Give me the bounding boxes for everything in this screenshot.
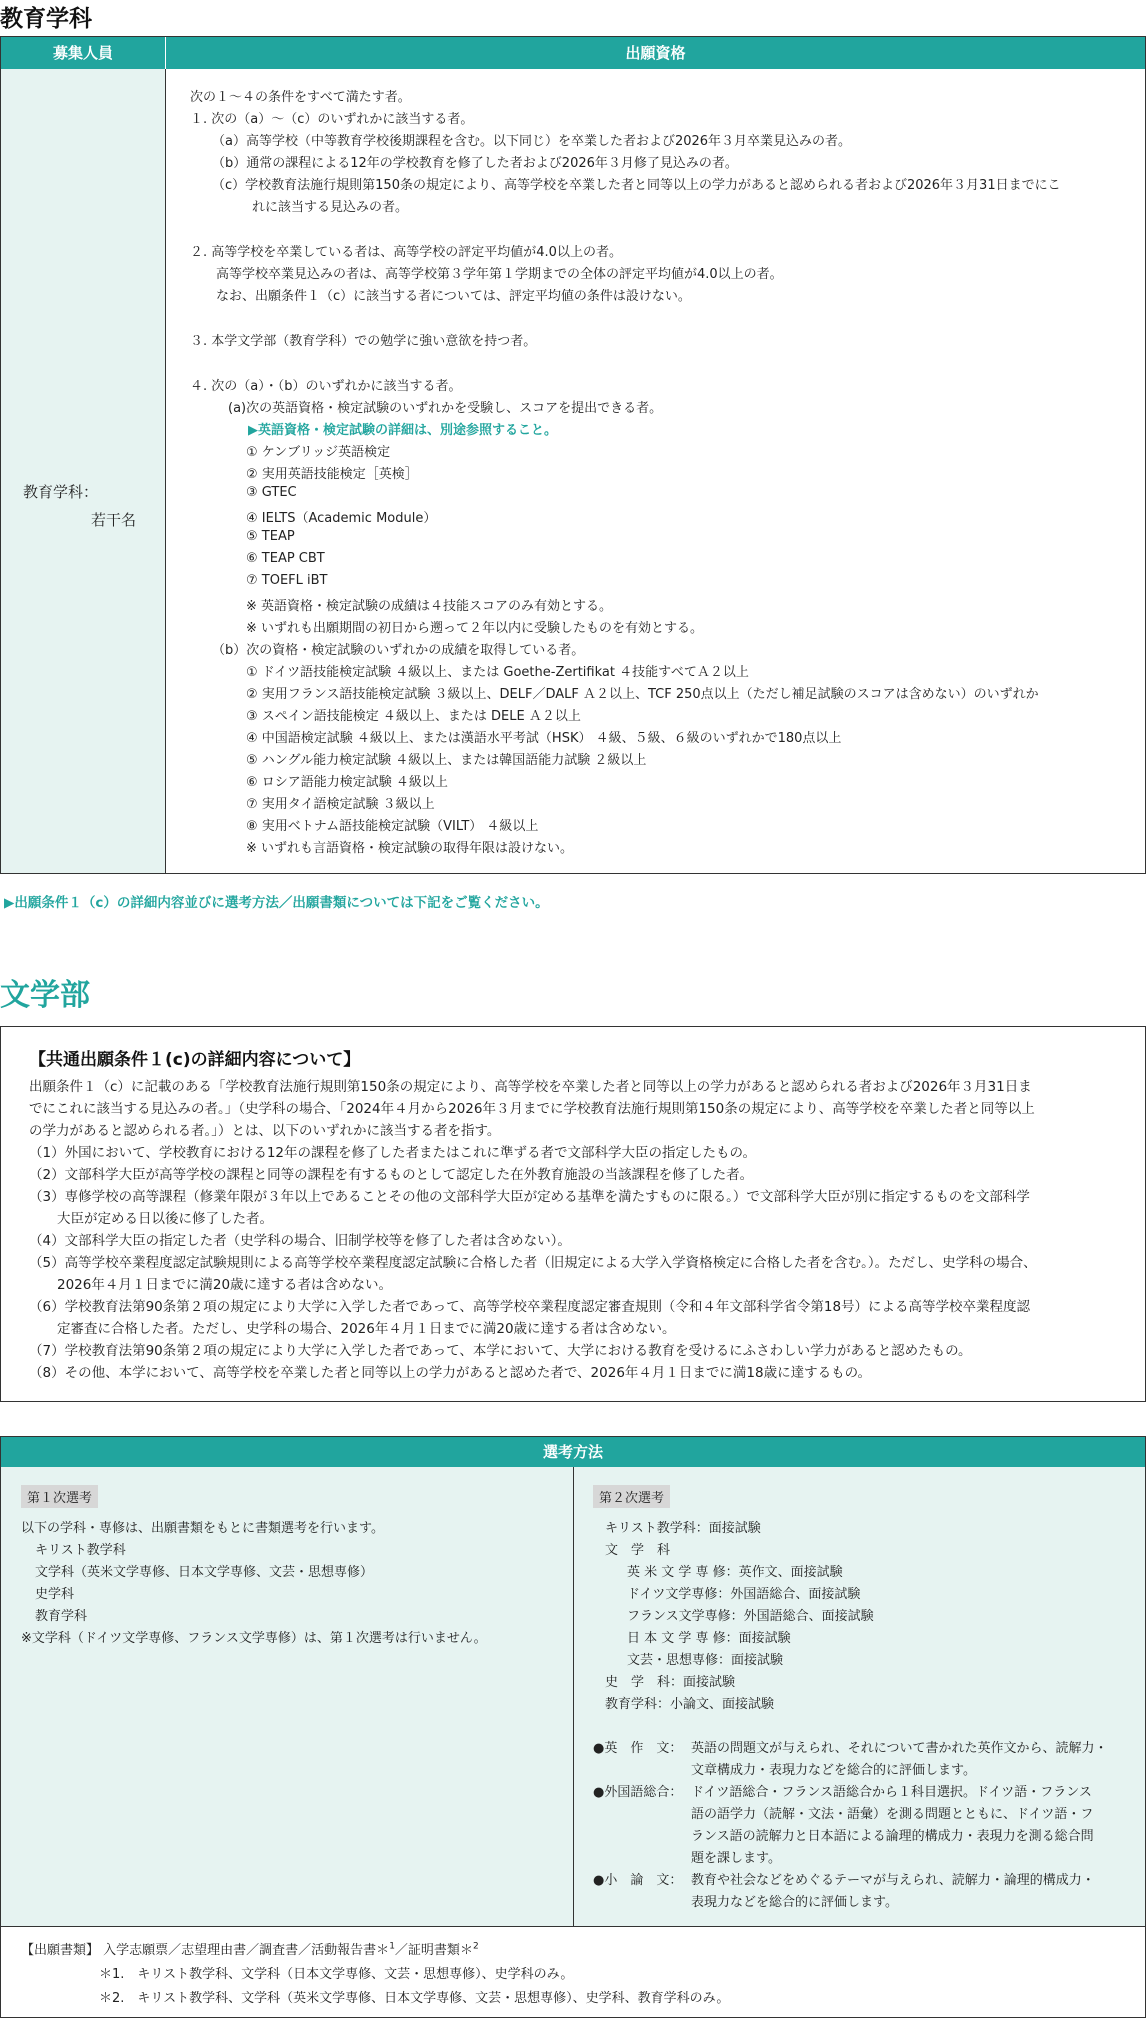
exam-item-label: ●小 論 文： (593, 1873, 683, 1888)
application-documents-row (0, 1927, 1146, 2018)
language-test-item: ⑥ ロシア語能力検定試験 ４級以上 (246, 775, 448, 790)
condition-detail-line: （3）専修学校の高等課程（修業年限が３年以上であることその他の文部科学大臣が定める基準を満たすものに限る。）で文部科学大臣が別に指定するものを文部科学 (29, 1189, 1030, 1205)
eligibility-line: なお、出願条件１（c）に該当する者については、評定平均値の条件は設けない。 (216, 289, 691, 304)
first-selection-line: 教育学科 (35, 1609, 88, 1624)
eligibility-line: （b）通常の課程による12年の学校教育を修了した者および2026年３月修了見込みの者。 (212, 156, 738, 171)
english-test-item: ② 実用英語技能検定［英検］ (246, 467, 418, 482)
exam-item-desc: 教育や社会などをめぐるテーマが与えられ、読解力・論理的構成力・ (691, 1873, 1095, 1888)
documents-line (21, 1939, 479, 1958)
selection-method-table (0, 1436, 1146, 1927)
eligibility-table (0, 36, 1146, 874)
condition-detail-line: 大臣が定める日以後に修了した者。 (57, 1211, 273, 1227)
eligibility-line: ２. 高等学校を卒業している者は、高等学校の評定平均値が4.0以上の者。 (190, 245, 622, 260)
language-test-item: ⑤ ハングル能力検定試験 ４級以上、または韓国語能力試験 ２級以上 (246, 753, 647, 768)
eligibility-line: （c）学校教育法施行規則第150条の規定により、高等学校を卒業した者と同等以上の学力があると認められる者および2026年３月31日までにこ (212, 178, 1061, 193)
language-test-item: ① ドイツ語技能検定試験 ４級以上、または Goethe-Zertifikat ４技能すべてＡ２以上 (246, 665, 749, 680)
first-selection-line: キリスト教学科 (35, 1543, 126, 1558)
condition-detail-line: 定審査に合格した者。ただし、史学科の場合、2026年４月１日までに満20歳に達する者は含めない。 (57, 1321, 676, 1337)
second-selection-line: キリスト教学科：面接試験 (605, 1521, 761, 1536)
details-reference-link[interactable]: ▶出願条件１（c）の詳細内容並びに選考方法／出願書類については下記をご覧ください。 (4, 895, 549, 911)
eligibility-note: ※ 英語資格・検定試験の成績は４技能スコアのみ有効とする。 (246, 599, 613, 614)
exam-item-desc: ドイツ語総合・フランス語総合から１科目選択。ドイツ語・フランス (691, 1785, 1092, 1800)
section-title-faculty: 文学部 (0, 978, 90, 1013)
documents-star2: ＊ (459, 1943, 473, 1958)
language-test-item: ⑦ 実用タイ語検定試験 ３級以上 (246, 797, 435, 812)
condition-detail-line: 出願条件１（c）に記載のある「学校教育法施行規則第150条の規定により、高等学校を卒業した者と同等以上の学力があると認められる者および2026年３月31日ま (29, 1079, 1032, 1095)
condition-detail-line: でにこれに該当する見込みの者。」（史学科の場合、「2024年４月から2026年３月までに学校教育法施行規則第150条の規定により、高等学校を卒業した者と同等以上 (29, 1101, 1035, 1117)
first-selection-tag: 第１次選考 (21, 1485, 98, 1508)
condition-detail-line: （7）学校教育法第90条第２項の規定により大学に入学した者であって、本学において、大学における教育を受けるにふさわしい学力があると認めたもの。 (29, 1343, 972, 1359)
exam-item-label: ●英 作 文： (593, 1741, 683, 1756)
documents-note: ＊2. キリスト教学科、文学科（英米文学専修、日本文学専修、文芸・思想専修）、史学科、教育学科のみ。 (99, 1991, 730, 2006)
condition-detail-line: の学力があると認められる者。」）とは、以下のいずれかに該当する者を指す。 (29, 1123, 501, 1139)
english-test-item: ⑤ TEAP (246, 529, 295, 544)
documents-sup1: 1 (389, 1941, 395, 1952)
english-test-item: ④ IELTS（Academic Module） (246, 511, 437, 526)
language-test-item: ⑧ 実用ベトナム語技能検定試験（VILT） ４級以上 (246, 819, 539, 834)
second-selection-line: 英 米 文 学 専 修：英作文、面接試験 (627, 1565, 843, 1580)
english-test-item: ⑥ TEAP CBT (246, 551, 325, 566)
documents-star1: ＊ (376, 1943, 390, 1958)
documents-note: ＊1. キリスト教学科、文学科（日本文学専修、文芸・思想専修）、史学科のみ。 (99, 1967, 574, 1982)
second-selection-tag: 第２次選考 (593, 1485, 670, 1508)
language-test-item: ② 実用フランス語技能検定試験 ３級以上、DELF／DALF Ａ２以上、TCF 250点以上（ただし補足試験のスコアは含めない）のいずれか (246, 687, 1039, 702)
eligibility-line: １. 次の（a）～（c）のいずれかに該当する者。 (190, 112, 474, 127)
eligibility-line: 次の１～４の条件をすべて満たす者。 (190, 90, 411, 105)
condition-details-title: 【共通出願条件１(c)の詳細内容について】 (29, 1050, 361, 1070)
condition-detail-line: （8）その他、本学において、高等学校を卒業した者と同等以上の学力があると認めた者で、2026年４月１日までに満18歳に達するもの。 (29, 1365, 872, 1381)
exam-item-desc: 文章構成力・表現力などを総合的に評価します。 (691, 1763, 976, 1778)
section-title-education: 教育学科 (0, 6, 92, 32)
header-quota: 募集人員 (1, 37, 166, 69)
first-selection-line: ※文学科（ドイツ文学専修、フランス文学専修）は、第１次選考は行いません。 (21, 1631, 487, 1646)
eligibility-cell (166, 69, 1145, 873)
english-test-item: ① ケンブリッジ英語検定 (246, 445, 391, 460)
documents-main: 入学志願票／志望理由書／調査書／活動報告書 (103, 1943, 377, 1958)
english-test-reference-link[interactable]: ▶英語資格・検定試験の詳細は、別途参照すること。 (248, 423, 557, 438)
first-selection-line: 以下の学科・専修は、出願書類をもとに書類選考を行います。 (21, 1521, 384, 1536)
condition-detail-line: （2）文部科学大臣が高等学校の課程と同等の課程を有するものとして認定した在外教育施設の当該課程を修了した者。 (29, 1167, 754, 1183)
documents-sep: ／証明書類 (394, 1943, 460, 1958)
eligibility-line: ４. 次の（a）・（b）のいずれかに該当する者。 (190, 379, 462, 394)
english-test-item: ⑦ TOEFL iBT (246, 573, 328, 588)
eligibility-note: ※ いずれも出願期間の初日から遡って２年以内に受験したものを有効とする。 (246, 621, 704, 636)
eligibility-line: （b）次の資格・検定試験のいずれかの成績を取得している者。 (212, 643, 585, 658)
second-selection-line: 史 学 科：面接試験 (605, 1675, 736, 1690)
eligibility-line: 高等学校卒業見込みの者は、高等学校第３学年第１学期までの全体の評定平均値が4.0以上の者。 (216, 267, 783, 282)
quota-label: 教育学科： (23, 483, 99, 501)
condition-details-box (0, 1026, 1146, 1402)
exam-item-label: ●外国語総合： (593, 1785, 683, 1800)
condition-detail-line: 2026年４月１日までに満20歳に達する者は含めない。 (57, 1277, 393, 1293)
eligibility-line: (a)次の英語資格・検定試験のいずれかを受験し、スコアを提出できる者。 (228, 401, 663, 416)
header-eligibility: 出願資格 (625, 44, 686, 62)
eligibility-line: ３. 本学文学部（教育学科）での勉学に強い意欲を持つ者。 (190, 334, 537, 349)
second-selection-line: ドイツ文学専修：外国語総合、面接試験 (627, 1587, 861, 1602)
exam-item-desc: 語の語学力（読解・文法・語彙）を測る問題とともに、ドイツ語・フ (691, 1807, 1094, 1822)
eligibility-table-header (1, 37, 1145, 69)
exam-item-desc: 題を課します。 (691, 1851, 781, 1866)
eligibility-note: ※ いずれも言語資格・検定試験の取得年限は設けない。 (246, 841, 574, 856)
documents-label: 【出願書類】 (21, 1943, 100, 1958)
selection-method-header: 選考方法 (1, 1437, 1145, 1467)
exam-item-desc: ランス語の読解力と日本語による論理的構成力・表現力を測る総合問 (691, 1829, 1094, 1844)
exam-item-desc: 英語の問題文が与えられ、それについて書かれた英作文から、読解力・ (691, 1741, 1108, 1756)
first-selection-line: 史学科 (35, 1587, 75, 1602)
language-test-item: ③ スペイン語技能検定 ４級以上、または DELE Ａ２以上 (246, 709, 581, 724)
second-selection-line: 文芸・思想専修：面接試験 (627, 1653, 784, 1668)
condition-detail-line: （4）文部科学大臣の指定した者（史学科の場合、旧制学校等を修了した者は含めない）。 (29, 1233, 571, 1249)
quota-cell (1, 69, 166, 873)
eligibility-line: （a）高等学校（中等教育学校後期課程を含む。以下同じ）を卒業した者および2026年３月卒業見込みの者。 (212, 134, 852, 149)
quota-value: 若干名 (91, 511, 137, 529)
eligibility-line: れに該当する見込みの者。 (252, 200, 409, 215)
condition-detail-line: （6）学校教育法第90条第２項の規定により大学に入学した者であって、高等学校卒業程度認定審査規則（令和４年文部科学省令第18号）による高等学校卒業程度認 (29, 1299, 1031, 1315)
column-divider (573, 1467, 574, 1926)
condition-detail-line: （1）外国において、学校教育における12年の課程を修了した者またはこれに準ずる者で文部科学大臣の指定したもの。 (29, 1145, 756, 1161)
second-selection-line: 日 本 文 学 専 修：面接試験 (627, 1631, 791, 1646)
language-test-item: ④ 中国語検定試験 ４級以上、または漢語水平考試（HSK） ４級、５級、６級のいずれかで180点以上 (246, 731, 842, 746)
second-selection-line: フランス文学専修：外国語総合、面接試験 (627, 1609, 874, 1624)
exam-item-desc: 表現力などを総合的に評価します。 (691, 1895, 898, 1910)
second-selection-line: 文 学 科 (605, 1543, 671, 1558)
second-selection-line: 教育学科：小論文、面接試験 (605, 1697, 775, 1712)
documents-sup2: 2 (472, 1941, 479, 1952)
english-test-item: ③ GTEC (246, 485, 297, 500)
condition-detail-line: （5）高等学校卒業程度認定試験規則による高等学校卒業程度認定試験に合格した者（旧規定による大学入学資格検定に合格した者を含む。）。ただし、史学科の場合、 (29, 1255, 1037, 1271)
first-selection-line: 文学科（英米文学専修、日本文学専修、文芸・思想専修） (35, 1565, 374, 1580)
